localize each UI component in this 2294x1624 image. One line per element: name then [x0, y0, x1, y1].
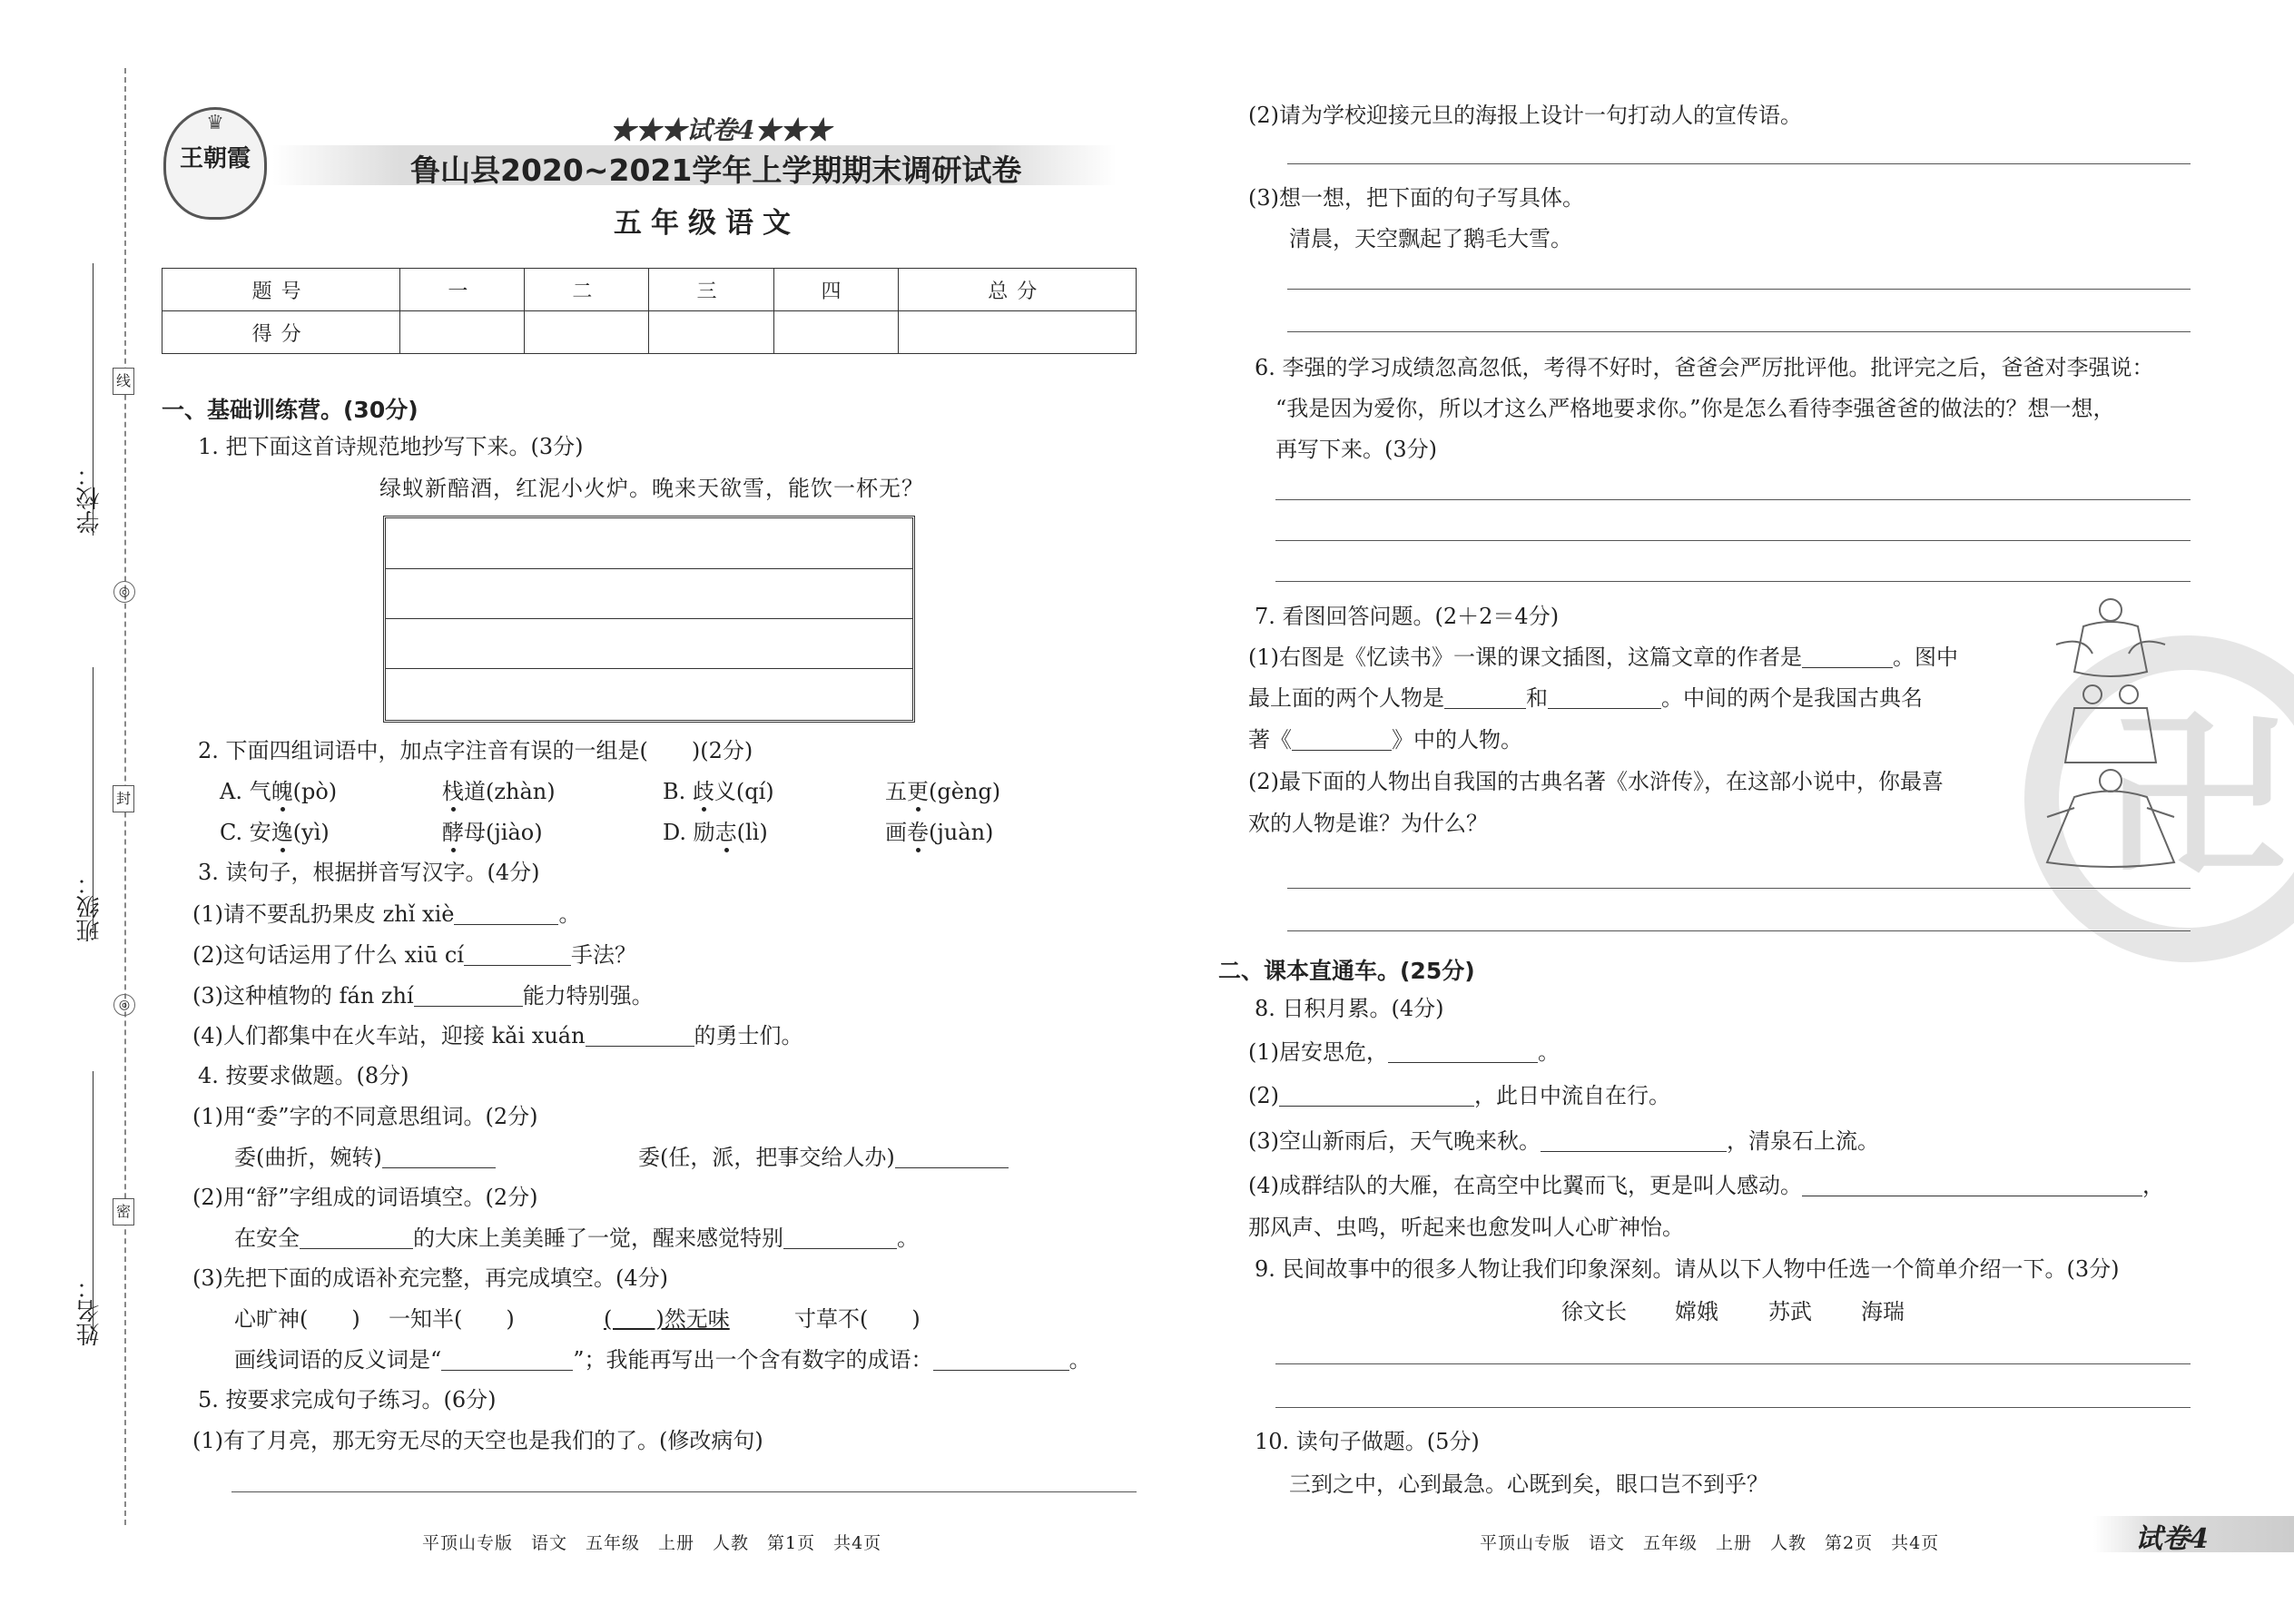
grade-subject: 五年级语文	[614, 207, 800, 240]
section-1-heading: 一、基础训练营。(30分)	[162, 397, 418, 423]
q5-1-text: (1)有了月亮，那无穷无尽的天空也是我们的了。(修改病句)	[192, 1428, 763, 1453]
idiom-1[interactable]: 心旷神( )	[234, 1306, 360, 1332]
q2-option-c1[interactable]: C. 安逸(yì)	[220, 820, 330, 845]
exam-title: 鲁山县2020~2021学年上学期期末调研试卷	[410, 153, 1022, 188]
q3-text: 3. 读句子，根据拼音写汉字。(4分)	[198, 860, 540, 885]
q9-name-4[interactable]: 海瑞	[1861, 1299, 1905, 1324]
q9-name-1[interactable]: 徐文长	[1561, 1299, 1627, 1324]
footer-left: 平顶山专版 语文 五年级 上册 人教 第1页 共4页	[422, 1533, 882, 1553]
q6-text-line2: “我是因为爱你，所以才这么严格地要求你。”你是怎么看待李强爸爸的做法的？想一想，	[1275, 396, 2115, 421]
q4-2-blank-2[interactable]	[783, 1228, 897, 1249]
q8-2	[1248, 1082, 1670, 1109]
q7-1-prompt-c: 最上面的两个人物是	[1248, 685, 1444, 711]
footer-badge: 试卷4	[2135, 1523, 2209, 1555]
q8-3-blank[interactable]	[1541, 1131, 1727, 1152]
author-blank[interactable]	[1802, 647, 1893, 668]
q5-1-answer-line[interactable]	[231, 1491, 1137, 1492]
q8-4-blank[interactable]	[1802, 1176, 2142, 1196]
class-label: 班级：	[76, 871, 103, 942]
q8-3-tail: ，清泉石上流。	[1727, 1128, 1879, 1154]
score-header-cell: 题号	[162, 269, 400, 311]
seal-mark-xian: 线	[113, 368, 134, 395]
score-header-cell: 二	[525, 269, 649, 311]
q3-3-blank[interactable]	[414, 986, 523, 1007]
q1-text: 1. 把下面这首诗规范地抄写下来。(3分)	[198, 434, 584, 459]
q4-2-tail: 。	[897, 1225, 919, 1251]
poem-copy-box[interactable]	[383, 516, 915, 723]
q8-4	[1248, 1172, 2164, 1199]
q7-1-prompt-e: 。中间的两个是我国古典名	[1661, 685, 1923, 711]
q7-answer-line-2[interactable]	[1287, 930, 2191, 931]
score-header-cell: 总分	[898, 269, 1136, 311]
seal-mark-mi: 密	[113, 1198, 134, 1225]
q2-option-d1[interactable]: D. 励志(lì)	[663, 820, 768, 845]
q8-1	[1248, 1038, 1560, 1066]
q7-answer-line-1[interactable]	[1287, 888, 2191, 889]
figure-2-blank[interactable]	[1548, 688, 1661, 709]
q4-text: 4. 按要求做题。(8分)	[198, 1063, 409, 1088]
q3-4-blank[interactable]	[586, 1026, 694, 1047]
q5-3-answer-line-2[interactable]	[1287, 331, 2191, 332]
q8-1-prompt: (1)居安思危，	[1248, 1039, 1388, 1065]
q8-2-tail: ，此日中流自在行。	[1474, 1083, 1670, 1108]
q3-item-3	[192, 982, 654, 1009]
q7-2-line1: (2)最下面的人物出自我国的古典名著《水浒传》，在这部小说中，你最喜	[1248, 769, 1944, 794]
q2-option-a2: 栈道(zhàn)	[442, 779, 556, 804]
q8-4-prompt: (4)成群结队的大雁，在高空中比翼而飞，更是叫人感动。	[1248, 1173, 1802, 1198]
q4-2-prompt-b: 的大床上美美睡了一觉，醒来感觉特别	[413, 1225, 783, 1251]
name-field[interactable]	[93, 1071, 94, 1334]
q7-1-prompt-g: 》中的人物。	[1392, 727, 1522, 753]
q4-1-text: (1)用“委”字的不同意思组词。(2分)	[192, 1104, 538, 1129]
q5-2-text: (2)请为学校迎接元旦的海报上设计一句打动人的宣传语。	[1248, 103, 1802, 128]
score-row-label: 得分	[162, 311, 400, 354]
idiom-4[interactable]: 寸草不( )	[794, 1306, 921, 1332]
q5-2-answer-line[interactable]	[1287, 163, 2191, 164]
q6-text-line1: 6. 李强的学习成绩忽高忽低，考得不好时，爸爸会严厉批评他。批评完之后，爸爸对李强说：	[1255, 355, 2154, 380]
q4-2-blank-1[interactable]	[300, 1228, 413, 1249]
q3-4-prompt: (4)人们都集中在火车站，迎接 kǎi xuán	[192, 1023, 586, 1048]
q3-1-tail: 。	[558, 901, 581, 927]
q9-text: 9. 民间故事中的很多人物让我们印象深刻。请从以下人物中任选一个简单介绍一下。(3分)	[1255, 1256, 2120, 1282]
q2-option-b2: 五更(gèng)	[885, 779, 1001, 804]
q7-1-line1	[1248, 644, 1958, 671]
seal-mark-feng: 封	[113, 785, 134, 812]
poem-text: 绿蚁新醅酒，红泥小火炉。晚来天欲雪，能饮一杯无？	[379, 476, 924, 501]
q3-2-tail: 手法？	[571, 942, 637, 968]
q3-3-prompt: (3)这种植物的 fán zhí	[192, 983, 414, 1009]
q2-option-a1[interactable]: A. 气魄(pò)	[220, 779, 338, 804]
idiom-3-underlined[interactable]: ( )然无味	[604, 1306, 730, 1332]
seal-circle-icon: ◎	[113, 581, 135, 603]
q8-3	[1248, 1127, 1879, 1155]
q2-option-c2: 酵母(jiào)	[442, 820, 543, 845]
score-table	[162, 268, 1137, 354]
q4-3-prompt-a: 画线词语的反义词是“	[234, 1347, 442, 1373]
q3-item-2	[192, 941, 636, 969]
q5-3-sentence: 清晨，天空飘起了鹅毛大雪。	[1289, 226, 1572, 251]
q3-item-1	[192, 901, 580, 928]
q4-1a-prompt: 委(曲折，婉转)	[234, 1145, 382, 1170]
illustration-figures	[2020, 590, 2201, 871]
q4-1a	[234, 1144, 496, 1171]
q8-2-blank[interactable]	[1279, 1086, 1474, 1107]
score-header-cell: 三	[649, 269, 773, 311]
q2-option-b1[interactable]: B. 歧义(qí)	[663, 779, 774, 804]
score-input-cell[interactable]	[898, 311, 1136, 354]
q4-1b	[638, 1144, 1009, 1171]
stars-label: ★★★试卷4★★★	[610, 115, 832, 145]
q7-1-and: 和	[1526, 685, 1548, 711]
name-label: 姓名：	[76, 1275, 103, 1346]
q5-3-answer-line-1[interactable]	[1287, 289, 2191, 290]
q7-1-prompt-b: 。图中	[1893, 645, 1958, 670]
score-header-cell: 一	[400, 269, 525, 311]
score-input-cell[interactable]	[773, 311, 898, 354]
logo-text: 王朝霞	[179, 145, 251, 172]
q4-2-text: (2)用“舒”字组成的词语填空。(2分)	[192, 1185, 538, 1210]
score-input-cell[interactable]	[649, 311, 773, 354]
q5-3-text: (3)想一想，把下面的句子写具体。	[1248, 185, 1584, 211]
score-header-cell: 四	[773, 269, 898, 311]
figure-1-blank[interactable]	[1444, 688, 1526, 709]
q3-2-blank[interactable]	[464, 945, 571, 966]
q10-sentence: 三到之中，心到最急。心既到矣，眼口岂不到乎？	[1289, 1471, 1768, 1497]
q6-text-line3: 再写下来。(3分)	[1275, 437, 1437, 462]
q8-4-continued: 那风声、虫鸣，听起来也愈发叫人心旷神怡。	[1248, 1215, 1684, 1240]
score-input-cell[interactable]	[525, 311, 649, 354]
q6-answer-line-3[interactable]	[1275, 581, 2191, 582]
q7-1-prompt-f: 著《	[1248, 727, 1292, 753]
q2-option-d2: 画卷(juàn)	[885, 820, 994, 845]
q6-answer-line-2[interactable]	[1275, 540, 2191, 541]
q6-answer-line-1[interactable]	[1275, 499, 2191, 500]
q3-3-tail: 能力特别强。	[522, 983, 654, 1009]
q5-text: 5. 按要求完成句子练习。(6分)	[198, 1387, 497, 1412]
q9-name-2[interactable]: 嫦娥	[1675, 1299, 1718, 1324]
q3-1-blank[interactable]	[454, 904, 558, 925]
q8-1-blank[interactable]	[1388, 1042, 1538, 1063]
footer-right: 平顶山专版 语文 五年级 上册 人教 第2页 共4页	[1480, 1533, 1940, 1553]
q4-3-prompt-b: ”；我能再写出一个含有数字的成语：	[573, 1347, 933, 1373]
classic-book-blank[interactable]	[1292, 730, 1392, 751]
q3-item-4	[192, 1022, 803, 1049]
q7-1-line2	[1248, 684, 1923, 712]
q4-1b-blank[interactable]	[895, 1147, 1009, 1168]
score-input-cell[interactable]	[400, 311, 525, 354]
school-field[interactable]	[93, 263, 94, 536]
seal-circle-icon: ◎	[113, 994, 135, 1016]
watermark-seal-glyph: 卍	[2106, 692, 2289, 905]
q7-text: 7. 看图回答问题。(2＋2＝4分)	[1255, 604, 1560, 629]
q3-4-tail: 的勇士们。	[694, 1023, 803, 1048]
q8-3-prompt: (3)空山新雨后，天气晚来秋。	[1248, 1128, 1541, 1154]
q10-text: 10. 读句子做题。(5分)	[1255, 1429, 1480, 1454]
q8-text: 8. 日积月累。(4分)	[1255, 996, 1444, 1021]
q9-name-3[interactable]: 苏武	[1768, 1299, 1812, 1324]
q8-2-prompt: (2)	[1248, 1083, 1279, 1108]
q4-2-item	[234, 1225, 919, 1252]
q7-2-line2: 欢的人物是谁？为什么？	[1248, 811, 1488, 836]
q8-4-comma: ，	[2142, 1173, 2164, 1198]
q8-1-tail: 。	[1538, 1039, 1560, 1065]
q4-3-tail: 。	[1068, 1347, 1091, 1373]
q4-2-prompt-a: 在安全	[234, 1225, 300, 1251]
logo-crown-icon: ♛	[206, 112, 224, 134]
q3-1-prompt: (1)请不要乱扔果皮 zhǐ xiè	[192, 901, 455, 927]
section-2-heading: 二、课本直通车。(25分)	[1218, 958, 1475, 984]
antonym-blank[interactable]	[441, 1350, 573, 1371]
q4-3-fill	[234, 1346, 1091, 1373]
q4-1b-prompt: 委(任，派，把事交给人办)	[638, 1145, 895, 1170]
q9-answer-line-1[interactable]	[1275, 1363, 2191, 1364]
idiom-2[interactable]: 一知半( )	[389, 1306, 515, 1332]
q4-3-text: (3)先把下面的成语补充完整，再完成填空。(4分)	[192, 1265, 668, 1291]
q4-1a-blank[interactable]	[382, 1147, 496, 1168]
q2-text: 2. 下面四组词语中，加点字注音有误的一组是( )(2分)	[198, 738, 753, 763]
school-label: 学校：	[76, 463, 103, 534]
q3-2-prompt: (2)这句话运用了什么 xiū cí	[192, 942, 465, 968]
logo-badge	[163, 107, 267, 220]
q7-1-prompt-a: (1)右图是《忆读书》一课的课文插图，这篇文章的作者是	[1248, 645, 1802, 670]
class-field[interactable]	[93, 667, 94, 930]
q7-1-line3	[1248, 726, 1522, 753]
number-idiom-blank[interactable]	[933, 1350, 1069, 1371]
q9-answer-line-2[interactable]	[1275, 1407, 2191, 1408]
